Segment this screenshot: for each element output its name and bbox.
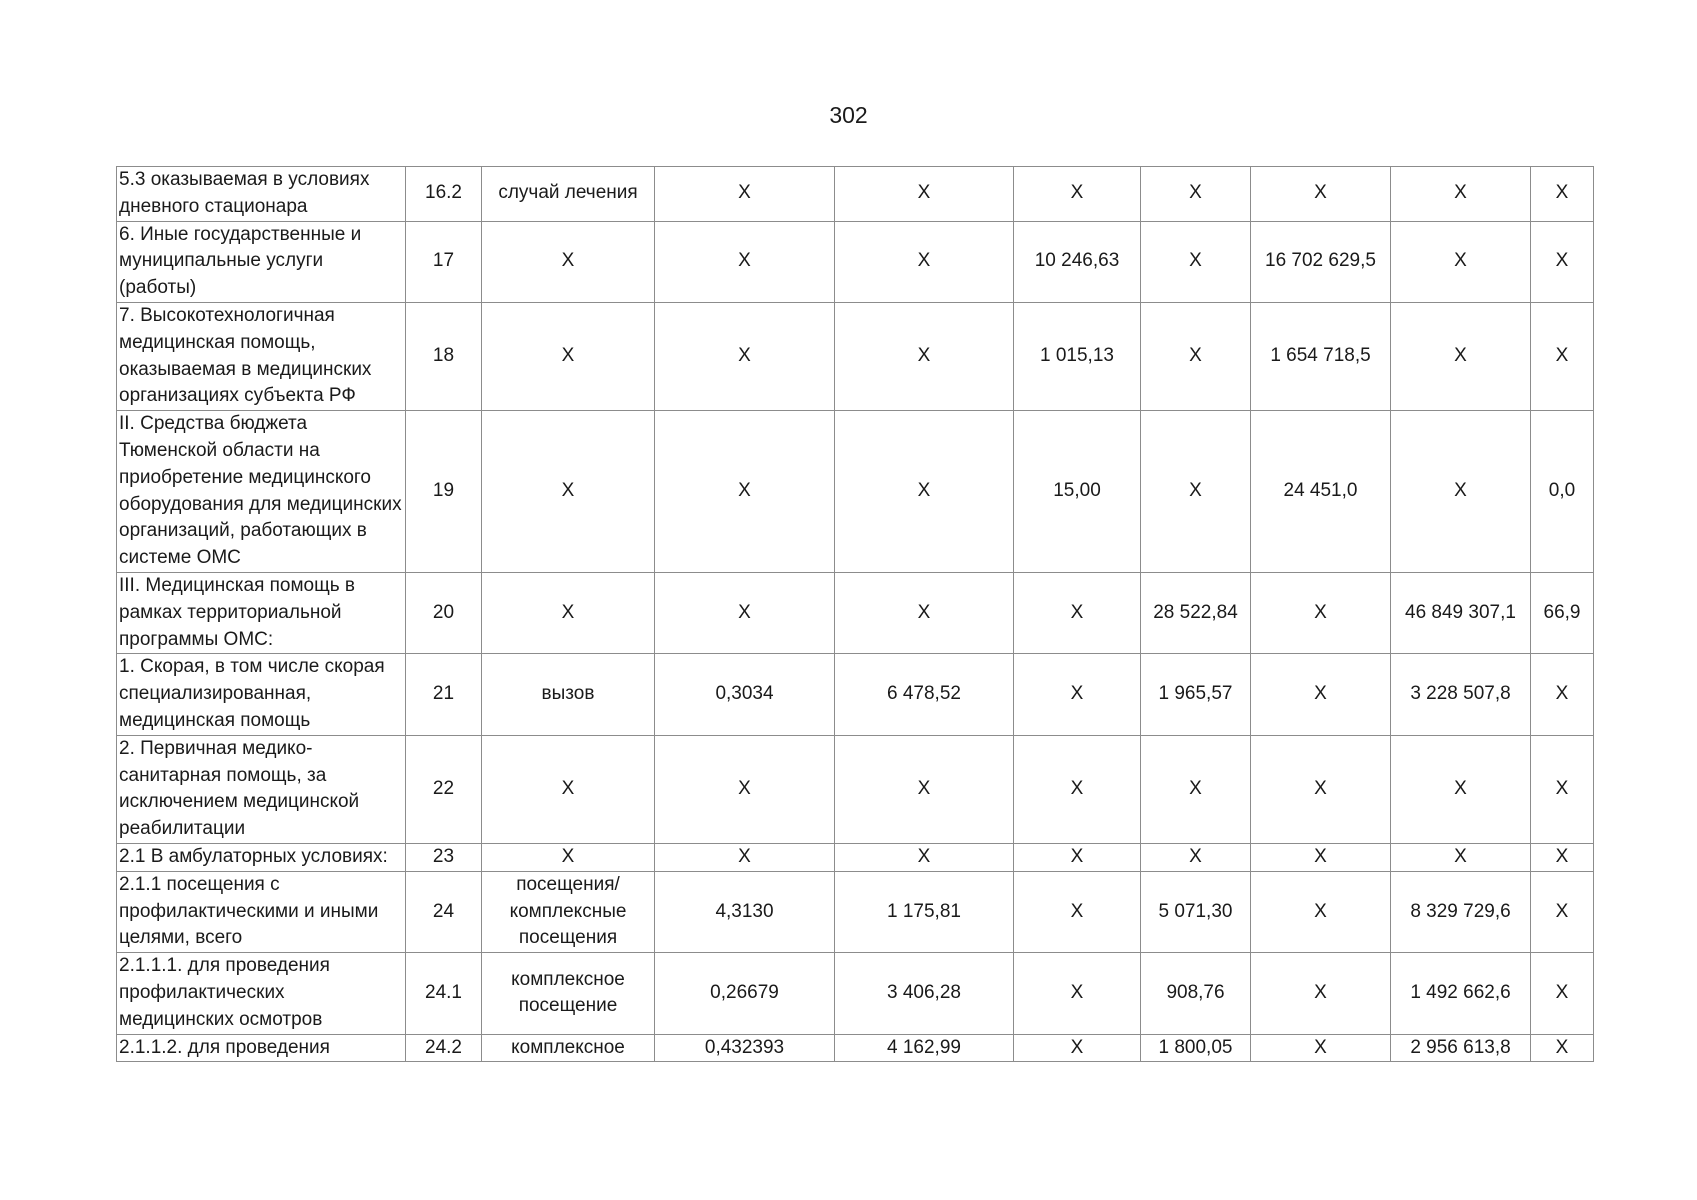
unit-cell: комплексное посещение xyxy=(482,953,655,1034)
row-number-cell: 21 xyxy=(406,654,482,735)
value-cell: Х xyxy=(1251,572,1391,653)
value-cell: Х xyxy=(1391,735,1531,843)
value-cell: 0,26679 xyxy=(655,953,835,1034)
value-cell: 908,76 xyxy=(1141,953,1251,1034)
value-cell: Х xyxy=(1531,871,1594,952)
value-cell: Х xyxy=(1251,953,1391,1034)
value-cell: Х xyxy=(1251,1034,1391,1062)
value-cell: Х xyxy=(1141,221,1251,302)
value-cell: 66,9 xyxy=(1531,572,1594,653)
row-name-cell: 5.3 оказываемая в условиях дневного стационара xyxy=(117,167,406,222)
value-cell: Х xyxy=(655,302,835,410)
value-cell: 16 702 629,5 xyxy=(1251,221,1391,302)
row-name-cell: 6. Иные государственные и муниципальные услуги (работы) xyxy=(117,221,406,302)
row-number-cell: 23 xyxy=(406,843,482,871)
page-number: 302 xyxy=(829,102,868,128)
row-name-cell: III. Медицинская помощь в рамках территориальной программы ОМС: xyxy=(117,572,406,653)
value-cell: 15,00 xyxy=(1014,411,1141,573)
value-cell: Х xyxy=(1014,843,1141,871)
value-cell: 1 800,05 xyxy=(1141,1034,1251,1062)
value-cell: 1 175,81 xyxy=(835,871,1014,952)
unit-cell: Х xyxy=(482,302,655,410)
value-cell: 5 071,30 xyxy=(1141,871,1251,952)
value-cell: 0,0 xyxy=(1531,411,1594,573)
row-number-cell: 20 xyxy=(406,572,482,653)
value-cell: Х xyxy=(1141,735,1251,843)
value-cell: Х xyxy=(1014,735,1141,843)
value-cell: 8 329 729,6 xyxy=(1391,871,1531,952)
value-cell: Х xyxy=(1014,167,1141,222)
row-number-cell: 24.2 xyxy=(406,1034,482,1062)
value-cell: Х xyxy=(1531,167,1594,222)
value-cell: Х xyxy=(1251,843,1391,871)
value-cell: 3 406,28 xyxy=(835,953,1014,1034)
value-cell: Х xyxy=(1014,1034,1141,1062)
value-cell: Х xyxy=(655,572,835,653)
value-cell: Х xyxy=(1014,654,1141,735)
value-cell: 1 015,13 xyxy=(1014,302,1141,410)
value-cell: Х xyxy=(1251,654,1391,735)
data-table xyxy=(116,166,1594,1062)
value-cell: Х xyxy=(1141,302,1251,410)
table-row xyxy=(117,167,1594,222)
value-cell: Х xyxy=(835,735,1014,843)
value-cell: Х xyxy=(655,411,835,573)
value-cell: Х xyxy=(655,221,835,302)
value-cell: Х xyxy=(1251,167,1391,222)
value-cell: Х xyxy=(1141,411,1251,573)
row-number-cell: 24 xyxy=(406,871,482,952)
value-cell: Х xyxy=(655,843,835,871)
value-cell: Х xyxy=(1391,221,1531,302)
row-name-cell: 2.1.1 посещения с профилактическими и иными целями, всего xyxy=(117,871,406,952)
value-cell: 3 228 507,8 xyxy=(1391,654,1531,735)
value-cell: Х xyxy=(655,167,835,222)
table-row xyxy=(117,1034,1594,1062)
value-cell: 24 451,0 xyxy=(1251,411,1391,573)
table-row xyxy=(117,411,1594,573)
value-cell: Х xyxy=(1014,953,1141,1034)
row-number-cell: 18 xyxy=(406,302,482,410)
value-cell: 1 965,57 xyxy=(1141,654,1251,735)
unit-cell: Х xyxy=(482,843,655,871)
value-cell: Х xyxy=(835,221,1014,302)
value-cell: Х xyxy=(1531,843,1594,871)
value-cell: Х xyxy=(835,843,1014,871)
value-cell: 4,3130 xyxy=(655,871,835,952)
value-cell: Х xyxy=(1531,735,1594,843)
value-cell: 1 492 662,6 xyxy=(1391,953,1531,1034)
value-cell: Х xyxy=(1391,167,1531,222)
row-name-cell: 7. Высокотехнологичная медицинская помощь, оказываемая в медицинских организациях субъекта РФ xyxy=(117,302,406,410)
row-name-cell: 2.1.1.1. для проведения профилактических медицинских осмотров xyxy=(117,953,406,1034)
value-cell: 1 654 718,5 xyxy=(1251,302,1391,410)
unit-cell: случай лечения xyxy=(482,167,655,222)
table-row xyxy=(117,572,1594,653)
unit-cell: Х xyxy=(482,221,655,302)
value-cell: 4 162,99 xyxy=(835,1034,1014,1062)
value-cell: Х xyxy=(655,735,835,843)
value-cell: Х xyxy=(1391,843,1531,871)
row-name-cell: 2.1.1.2. для проведения xyxy=(117,1034,406,1062)
unit-cell: вызов xyxy=(482,654,655,735)
value-cell: 2 956 613,8 xyxy=(1391,1034,1531,1062)
unit-cell: Х xyxy=(482,411,655,573)
value-cell: Х xyxy=(1141,167,1251,222)
value-cell: 46 849 307,1 xyxy=(1391,572,1531,653)
value-cell: Х xyxy=(1531,221,1594,302)
value-cell: Х xyxy=(1391,411,1531,573)
value-cell: 6 478,52 xyxy=(835,654,1014,735)
row-number-cell: 19 xyxy=(406,411,482,573)
value-cell: 0,432393 xyxy=(655,1034,835,1062)
value-cell: Х xyxy=(1531,953,1594,1034)
table-row xyxy=(117,953,1594,1034)
value-cell: Х xyxy=(1014,871,1141,952)
value-cell: 10 246,63 xyxy=(1014,221,1141,302)
table-row xyxy=(117,843,1594,871)
row-name-cell: 2.1 В амбулаторных условиях: xyxy=(117,843,406,871)
table-row xyxy=(117,302,1594,410)
value-cell: 28 522,84 xyxy=(1141,572,1251,653)
value-cell: Х xyxy=(835,411,1014,573)
value-cell: Х xyxy=(1141,843,1251,871)
table-row xyxy=(117,735,1594,843)
value-cell: Х xyxy=(1251,735,1391,843)
row-number-cell: 16.2 xyxy=(406,167,482,222)
row-name-cell: 1. Скорая, в том числе скорая специализированная, медицинская помощь xyxy=(117,654,406,735)
value-cell: Х xyxy=(1391,302,1531,410)
table-row xyxy=(117,221,1594,302)
unit-cell: комплексное xyxy=(482,1034,655,1062)
row-number-cell: 24.1 xyxy=(406,953,482,1034)
value-cell: Х xyxy=(1531,1034,1594,1062)
row-number-cell: 22 xyxy=(406,735,482,843)
value-cell: Х xyxy=(1531,654,1594,735)
value-cell: Х xyxy=(1531,302,1594,410)
unit-cell: Х xyxy=(482,735,655,843)
row-name-cell: II. Средства бюджета Тюменской области на приобретение медицинского оборудования для медицинских организаций, работающих в системе ОМС xyxy=(117,411,406,573)
value-cell: 0,3034 xyxy=(655,654,835,735)
value-cell: Х xyxy=(835,302,1014,410)
table-row xyxy=(117,654,1594,735)
unit-cell: посещения/ комплексные посещения xyxy=(482,871,655,952)
row-name-cell: 2. Первичная медико-санитарная помощь, за исключением медицинской реабилитации xyxy=(117,735,406,843)
value-cell: Х xyxy=(1251,871,1391,952)
row-number-cell: 17 xyxy=(406,221,482,302)
value-cell: Х xyxy=(1014,572,1141,653)
value-cell: Х xyxy=(835,167,1014,222)
value-cell: Х xyxy=(835,572,1014,653)
table-row xyxy=(117,871,1594,952)
unit-cell: Х xyxy=(482,572,655,653)
